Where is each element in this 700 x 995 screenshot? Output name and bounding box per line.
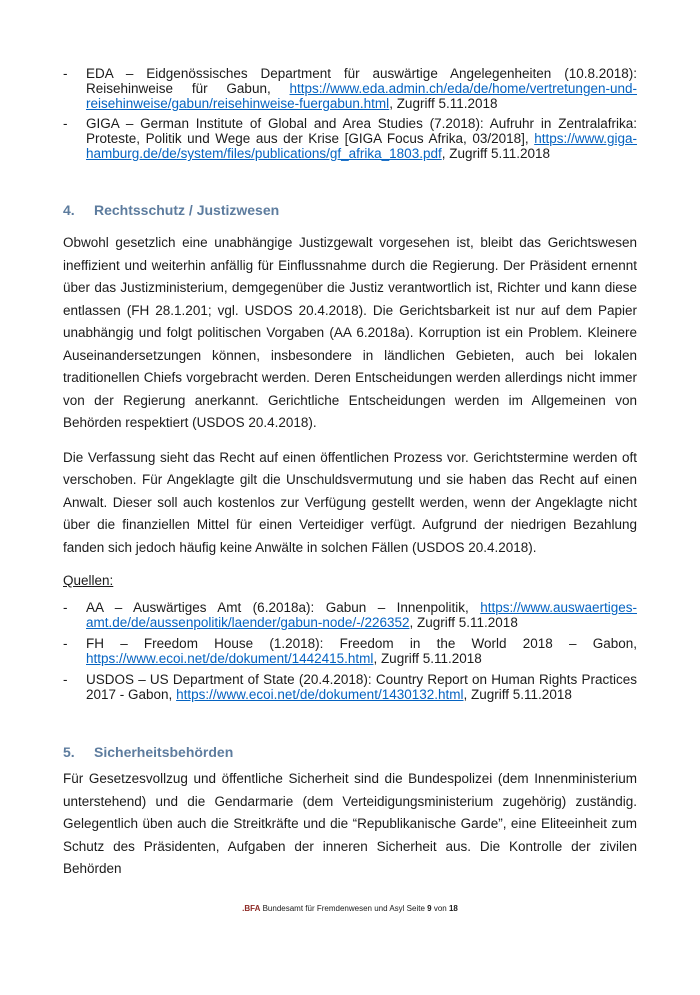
source-entry (86, 600, 637, 630)
bullet-dash: - (63, 116, 68, 131)
source-text: , Zugriff 5.11.2018 (463, 687, 572, 702)
footer-of-label: von (431, 904, 449, 913)
list-item (63, 600, 637, 630)
source-entry (86, 672, 637, 702)
bullet-dash: - (63, 600, 68, 615)
source-text: , Zugriff 5.11.2018 (373, 651, 482, 666)
source-link[interactable]: https://www.ecoi.net/de/dokument/1430132.html (176, 687, 464, 702)
list-item (63, 636, 637, 666)
list-item (63, 116, 637, 161)
source-text: , Zugriff 5.11.2018 (441, 146, 551, 161)
source-link[interactable]: https://www.giga-hamburg.de/de/system/files/publications/gf_afrika_1803.pdf (86, 131, 637, 161)
source-text: AA – Auswärtiges Amt (6.2018a): Gabun – Innenpolitik, (86, 600, 481, 615)
source-entry (86, 116, 637, 161)
section-title: Sicherheitsbehörden (94, 744, 234, 760)
footer-org: Bundesamt für Fremdenwesen und Asyl (260, 904, 407, 913)
source-link[interactable]: https://www.eda.admin.ch/eda/de/home/vertretungen-und-reisehinweise/gabun/reisehinweise-fuergabun.html (86, 81, 637, 111)
paragraph: Die Verfassung sieht das Recht auf einen öffentlichen Prozess vor. Gerichtstermine werden oft verschoben. Für Angeklagte gilt die Unschuldsvermutung und sie haben das Recht auf einen Anwalt. Dieser soll auch kostenlos zur Verfügung gestellt werden, wenn der Angeklagte nicht über die finanziellen Mittel für einen Verteidiger verfügt. Aufgrund der niedrigen Bezahlung fanden sich jedoch häufig keine Anwälte in solchen Fällen (USDOS 20.4.2018). (63, 449, 637, 555)
source-text: GIGA – German Institute of Global and Area Studies (7.2018): Aufruhr in Zentralafrika: Proteste, Politik und Wege aus der Krise [GIGA Focus Afrika, 03/2018], (86, 116, 637, 146)
list-item (63, 672, 637, 702)
source-text: FH – Freedom House (1.2018): Freedom in the World 2018 – Gabon, (86, 636, 637, 651)
source-text: , Zugriff 5.11.2018 (389, 96, 498, 111)
source-link[interactable]: https://www.ecoi.net/de/dokument/1442415.html (86, 651, 374, 666)
bullet-dash: - (63, 636, 68, 651)
footer-page-label: Seite (406, 904, 428, 913)
section-number: 4. (63, 202, 75, 218)
bfa-logo: .BFA (242, 904, 261, 913)
page-total: 18 (448, 904, 458, 913)
paragraph: Für Gesetzesvollzug und öffentliche Sicherheit sind die Bundespolizei (dem Innenministerium unterstehend) und die Gendarmarie (dem Verteidigungsministerium zugehörig) zuständig. Gelegentlich üben auch die Streitkräfte und die “Republikanische Garde”, eine Eliteeinheit zum Schutz des Präsidenten, Aufgaben der inneren Sicherheit aus. Die Kontrolle der zivilen Behörden (63, 771, 637, 876)
section-number: 5. (63, 744, 75, 760)
bullet-dash: - (63, 672, 68, 687)
section-heading-4 (63, 201, 637, 219)
list-item (63, 66, 637, 111)
bullet-dash: - (63, 66, 68, 81)
sources-label: Quellen: (63, 573, 114, 588)
source-link[interactable]: https://www.auswaertiges-amt.de/de/aussenpolitik/laender/gabun-node/-/226352 (86, 600, 637, 630)
source-text: , Zugriff 5.11.2018 (409, 615, 518, 630)
section4-source-list (63, 600, 637, 702)
page-number: 9 (427, 904, 432, 913)
section-heading-5 (63, 743, 637, 761)
source-text: USDOS – US Department of State (20.4.2018): Country Report on Human Rights Practices 2017 - Gabon, (86, 672, 637, 702)
top-source-list (63, 66, 637, 161)
source-entry (86, 636, 637, 666)
source-text: EDA – Eidgenössisches Department für auswärtige Angelegenheiten (10.8.2018): Reisehinweise für Gabun, (86, 66, 637, 96)
source-entry (86, 66, 637, 111)
section-title: Rechtsschutz / Justizwesen (94, 202, 280, 218)
page-footer (0, 903, 700, 915)
paragraph: Obwohl gesetzlich eine unabhängige Justizgewalt vorgesehen ist, bleibt das Gerichtswesen ineffizient und weiterhin anfällig für Einflussnahme durch die Regierung. Der Präsident ernennt über das Justizministerium, demgegenüber die Justiz verantwortlich ist, Richter und kann diese entlassen (FH 28.1.201; vgl. USDOS 20.4.2018). Die Gerichtsbarkeit ist nur auf dem Papier unabhängig und folgt politischen Vorgaben (AA 6.2018a). Korruption ist ein Problem. Kleinere Auseinandersetzungen können, insbesondere in ländlichen Gebieten, auch bei lokalen traditionellen Chiefs vorgebracht werden. Deren Entscheidungen werden allerdings nicht immer von der Regierung anerkannt. Gerichtliche Entscheidungen werden im Allgemeinen von Behörden respektiert (USDOS 20.4.2018). (63, 235, 637, 430)
